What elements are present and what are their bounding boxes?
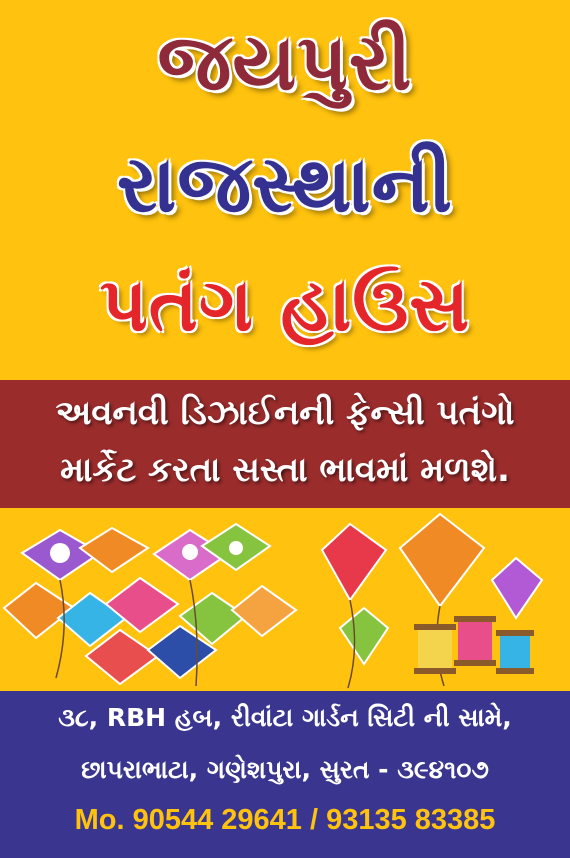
kite-cluster-right [322,514,542,688]
kite-icon [400,514,484,606]
address-line-1: ૩૮, RBH હબ, રીવાંટા ગાર્ડન સિટી ની સામે, [58,703,512,732]
kite-icon [232,586,296,636]
shop-name-line-1: જયપુરી [157,18,413,108]
kite-cluster-left [4,524,296,686]
kite-icon [492,558,542,618]
shop-name-line-2: રાજસ્થાની [116,140,454,230]
shop-name-line-3: પતંગ હાઉસ [99,262,471,348]
kite-icon [340,608,388,664]
phone-numbers[interactable]: Mo. 90544 29641 / 93135 83385 [74,804,496,836]
address-line-2: છાપરાભાટા, ગણેશપુરા, સુરત - ૩૯૪૧૦૭ [81,755,489,784]
spool-icon [496,630,534,674]
kite-icon [80,528,148,572]
kite-icon [322,524,386,600]
tagline-line-1: અવનવી ડિઝાઈનની ફેન્સી પતંગો [55,393,515,433]
spool-icon [454,616,496,666]
spool-icon [414,624,456,674]
kites-illustration [0,508,570,691]
tagline-line-2: માર્કેટ કરતા સસ્તા ભાવમાં મળશે. [60,450,510,490]
